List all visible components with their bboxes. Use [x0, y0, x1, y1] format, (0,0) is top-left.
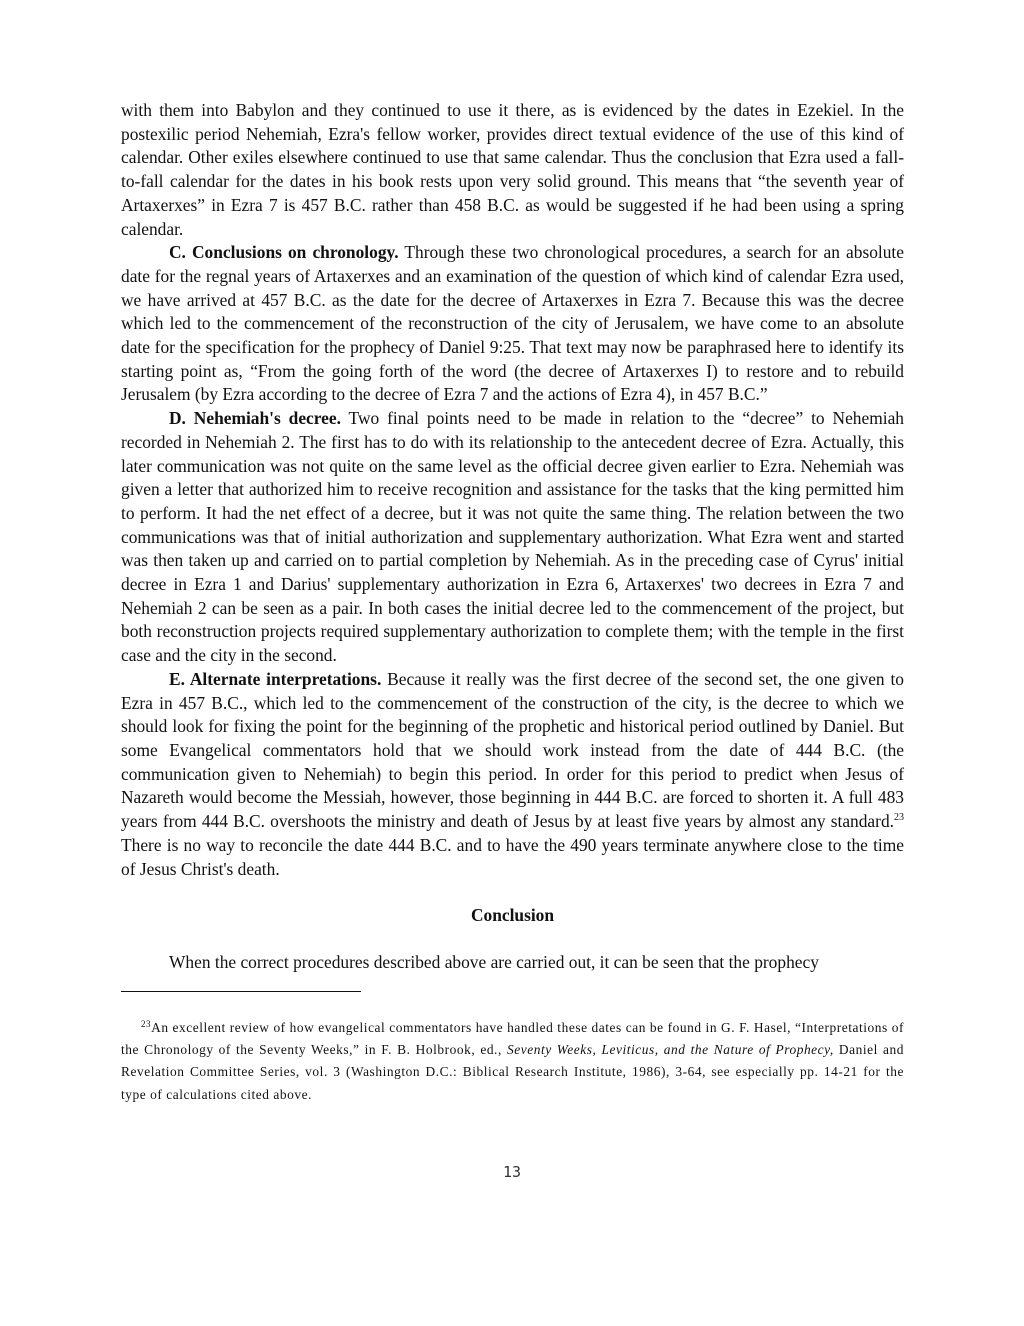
paragraph-alternate-interpretations — [121, 668, 904, 881]
footnote-divider — [121, 991, 361, 992]
paragraph-text: There is no way to reconcile the date 444 B.C. and to have the 490 years terminate anywhere close to the time of Jesus Christ's death. — [121, 834, 904, 879]
conclusion-body — [121, 951, 904, 975]
footnote-book-title: Seventy Weeks, Leviticus, and the Nature of Prophecy, — [506, 1041, 834, 1057]
page-number: 13 — [502, 1163, 522, 1181]
paragraph-nehemiahs-decree — [121, 407, 904, 668]
document-page — [121, 99, 904, 1106]
paragraph-text: Through these two chronological procedures, a search for an absolute date for the regnal years of Artaxerxes and an examination of the question of which kind of calendar Ezra used, we have arrived at 457 B.C. as the date for the decree of Artaxerxes in Ezra 7. Because this was the decree which led to the commencement of the reconstruction of the city of Jerusalem, we have come to an absolute date for the specification for the prophecy of Daniel 9:25. That text may now be paraphrased here to identify its starting point as, “From the going forth of the word (the decree of Artaxerxes I) to restore and to rebuild Jerusalem (by Ezra according to the decree of Ezra 7 and the actions of Ezra 4), in 457 B.C.” — [121, 242, 904, 405]
footnote-number: 23 — [141, 1018, 152, 1029]
section-heading-e: E. Alternate interpretations. — [169, 668, 382, 689]
section-heading-d: D. Nehemiah's decree. — [169, 408, 341, 429]
conclusion-heading: Conclusion — [470, 905, 555, 926]
paragraph-text: Two final points need to be made in relation to the “decree” to Nehemiah recorded in Nehemiah 2. The first has to do with its relationship to the antecedent decree of Ezra. Actually, this later communication was not quite on the same level as the official decree given earlier to Ezra. Nehemiah was given a letter that authorized him to receive recognition and assistance for the tasks that the king permitted him to perform. It had the net effect of a decree, but it was not quite the same thing. The relation between the two communications was that of initial authorization and supplementary authorization. What Ezra went and started was then taken up and carried on to partial completion by Nehemiah. As in the preceding case of Cyrus' initial decree in Ezra 1 and Darius' supplementary authorization in Ezra 6, Artaxerxes' two decrees in Ezra 7 and Nehemiah 2 can be seen as a pair. In both cases the initial decree led to the commencement of the project, but both reconstruction projects required supplementary authorization to complete them; with the temple in the first case and the city in the second. — [121, 408, 904, 666]
conclusion-paragraph: When the correct procedures described above are carried out, it can be seen that the prophecy — [169, 951, 819, 972]
footnote-text: An excellent review of how evangelical commentators have handled these dates can be found in G. F. Hasel, “Interpretations of the Chronology of the Seventy Weeks,” in F. B. Holbrook, ed., — [121, 1019, 904, 1057]
footnote-text-continued: Daniel and Revelation Committee Series, vol. 3 (Washington D.C.: Biblical Research Institute, 1986), 3-64, see especially pp. 14-21 for the type of calculations cited above. — [121, 1041, 905, 1102]
paragraph-conclusions-on-chronology — [121, 241, 904, 407]
paragraph-text: Because it really was the first decree of the second set, the one given to Ezra in 457 B.C., which led to the commencement of the construction of the city, is the decree to which we should look for fixing the point for the beginning of the prophetic and historical period outlined by Daniel. But some Evangelical commentators hold that we should work instead from the date of 444 B.C. (the communication given to Nehemiah) to begin this period. In order for this period to predict when Jesus of Nazareth would become the Messiah, however, those beginning in 444 B.C. are forced to shorten it. A full 483 years from 444 B.C. overshoots the ministry and death of Jesus by at least five years by almost any standard. — [121, 668, 904, 832]
paragraph-calendar: with them into Babylon and they continued to use it there, as is evidenced by the dates in Ezekiel. In the postexilic period Nehemiah, Ezra's fellow worker, provides direct textual evidence of the use of this kind of calendar. Other exiles elsewhere continued to use that same calendar. Thus the conclusion that Ezra used a fall-to-fall calendar for the dates in his book rests upon very solid ground. This means that “the seventh year of Artaxerxes” in Ezra 7 is 457 B.C. rather than 458 B.C. as would be suggested if he had been using a spring calendar. — [121, 100, 904, 239]
section-heading-c: C. Conclusions on chronology. — [169, 242, 399, 263]
footnote-reference[interactable]: 23 — [894, 812, 904, 824]
footnote — [121, 1017, 904, 1106]
body-text — [121, 99, 904, 881]
